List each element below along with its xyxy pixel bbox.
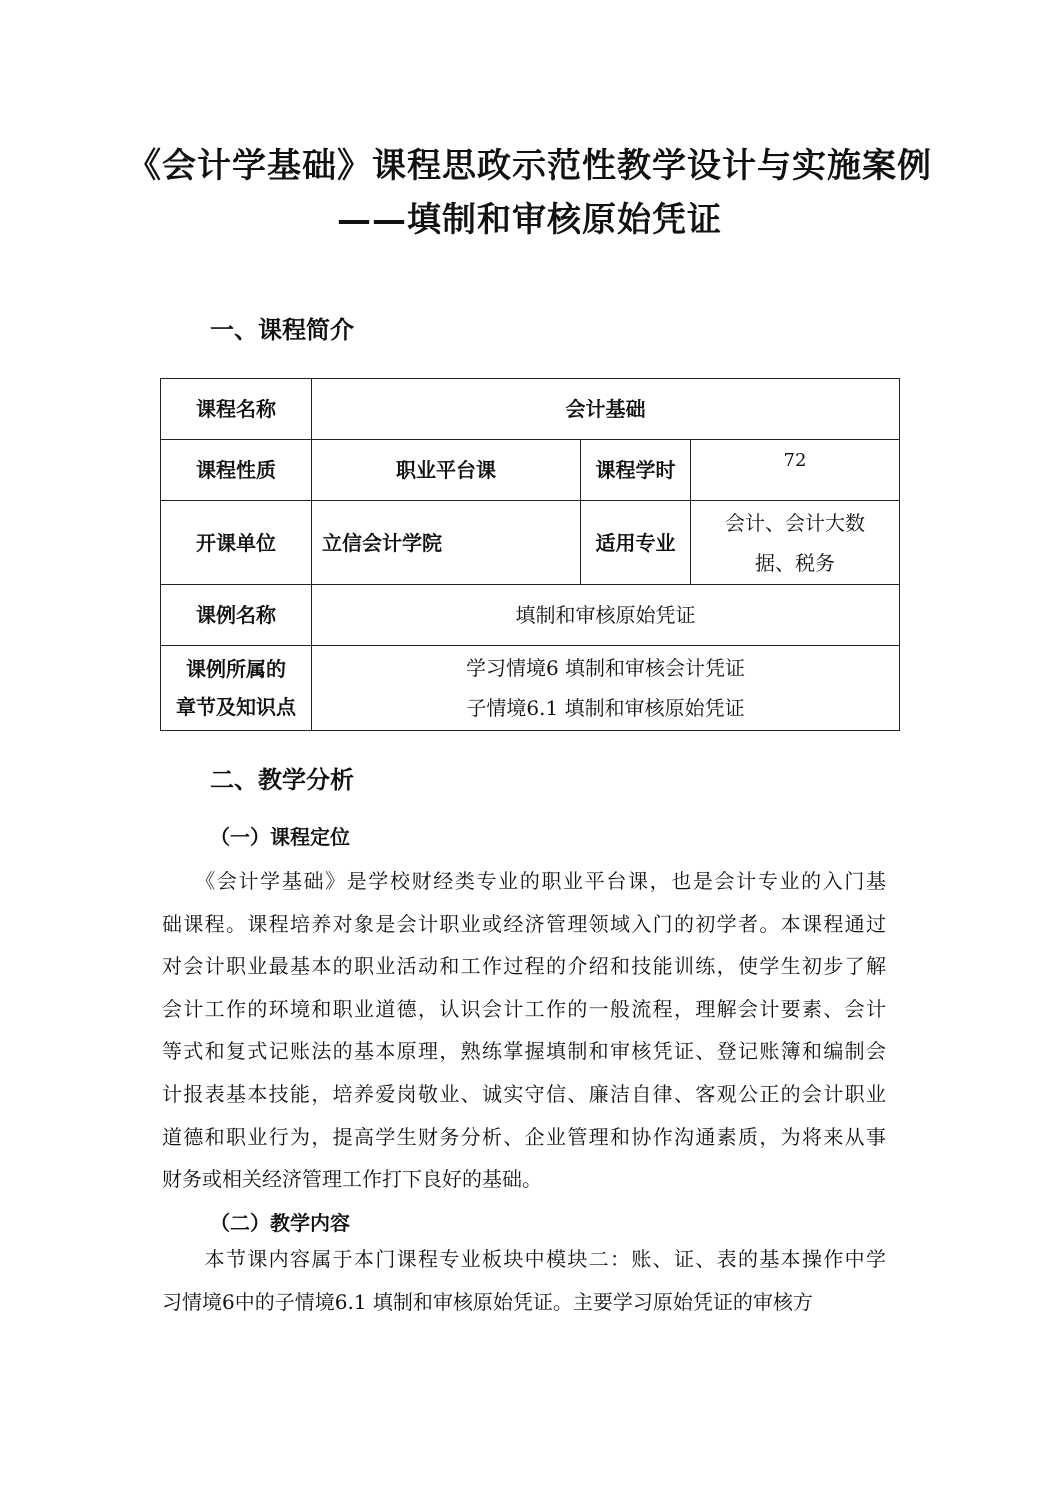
chapter-value-line2: 子情境6.1 填制和审核原始凭证 bbox=[466, 696, 745, 720]
major-value-line1: 会计、会计大数 bbox=[725, 510, 865, 535]
paragraph-line: 对会计职业最基本的职业活动和工作过程的介绍和技能训练，使学生初步了解 bbox=[162, 954, 886, 979]
course-info-table bbox=[160, 378, 900, 731]
offering-unit-label: 开课单位 bbox=[161, 501, 312, 585]
chapter-label-line1: 课例所属的 bbox=[186, 657, 286, 681]
table-row bbox=[161, 379, 900, 440]
paragraph-line: 《会计学基础》是学校财经类专业的职业平台课，也是会计专业的入门基 bbox=[162, 869, 886, 893]
paragraph-line: 计报表基本技能，培养爱岗敬业、诚实守信、廉洁自律、客观公正的会计职业 bbox=[162, 1081, 886, 1106]
course-hours-value: 72 bbox=[691, 440, 900, 501]
document-title-line2: ——填制和审核原始凭证 bbox=[337, 200, 722, 240]
paragraph-line: 础课程。课程培养对象是会计职业或经济管理领域入门的初学者。本课程通过 bbox=[162, 911, 886, 936]
course-name-value: 会计基础 bbox=[312, 379, 900, 440]
course-name-label: 课程名称 bbox=[161, 379, 312, 440]
subsection-heading-course-positioning: （一）课程定位 bbox=[210, 825, 350, 849]
course-nature-label: 课程性质 bbox=[161, 440, 312, 501]
chapter-label bbox=[161, 646, 312, 731]
document-title-line1: 《会计学基础》课程思政示范性教学设计与实施案例 bbox=[127, 146, 932, 186]
paragraph-line: 会计工作的环境和职业道德，认识会计工作的一般流程，理解会计要素、会计 bbox=[162, 996, 886, 1021]
paragraph-line: 习情境6中的子情境6.1 填制和审核原始凭证。主要学习原始凭证的审核方 bbox=[162, 1289, 813, 1314]
course-hours-label: 课程学时 bbox=[581, 440, 691, 501]
section-heading-course-intro: 一、课程简介 bbox=[210, 315, 354, 344]
table-row bbox=[161, 501, 900, 585]
paragraph-line: 本节课内容属于本门课程专业板块中模块二：账、证、表的基本操作中学 bbox=[162, 1247, 886, 1271]
offering-unit-value: 立信会计学院 bbox=[312, 501, 581, 585]
major-value-line2: 据、税务 bbox=[755, 550, 835, 575]
major-value bbox=[691, 501, 900, 585]
table-row bbox=[161, 585, 900, 646]
major-label: 适用专业 bbox=[581, 501, 691, 585]
chapter-label-line2: 章节及知识点 bbox=[176, 695, 296, 719]
teaching-content-paragraph bbox=[162, 1238, 886, 1323]
paragraph-line: 财务或相关经济管理工作打下良好的基础。 bbox=[162, 1167, 542, 1192]
case-name-value: 填制和审核原始凭证 bbox=[312, 585, 900, 646]
case-name-label: 课例名称 bbox=[161, 585, 312, 646]
paragraph-line: 等式和复式记账法的基本原理，熟练掌握填制和审核凭证、登记账簿和编制会 bbox=[162, 1039, 886, 1064]
subsection-heading-teaching-content: （二）教学内容 bbox=[210, 1211, 350, 1235]
table-row bbox=[161, 440, 900, 501]
course-positioning-paragraph bbox=[162, 860, 886, 1201]
chapter-value-line1: 学习情境6 填制和审核会计凭证 bbox=[465, 656, 746, 680]
course-nature-value: 职业平台课 bbox=[312, 440, 581, 501]
section-heading-teaching-analysis: 二、教学分析 bbox=[210, 765, 354, 794]
chapter-value bbox=[312, 646, 900, 731]
paragraph-line: 道德和职业行为，提高学生财务分析、企业管理和协作沟通素质，为将来从事 bbox=[162, 1124, 886, 1149]
table-row bbox=[161, 646, 900, 731]
